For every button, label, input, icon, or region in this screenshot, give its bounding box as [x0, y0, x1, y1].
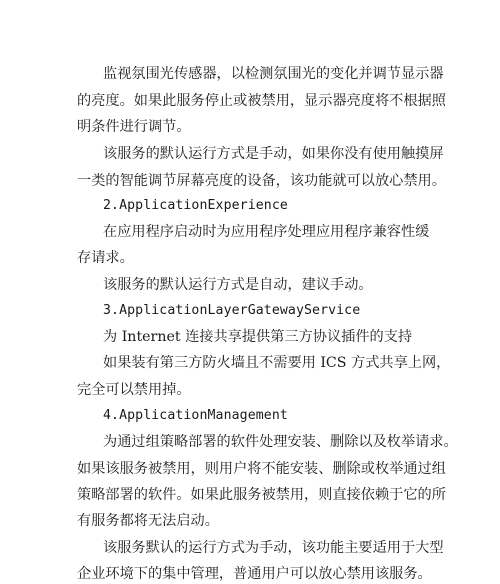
paragraph-line: 存请求。: [77, 250, 134, 266]
paragraph-line: 监视氛围光传感器，以检测氛围光的变化并调节显示器: [103, 66, 444, 82]
paragraph-line: 为通过组策略部署的软件处理安装、删除以及枚举请求。: [103, 434, 458, 450]
paragraph-line: 一类的智能调节屏幕亮度的设备，该功能就可以放心禁用。: [77, 173, 446, 189]
paragraph-line: 在应用程序启动时为应用程序处理应用程序兼容性缓: [103, 224, 430, 240]
paragraph-line: 该服务的默认运行方式是自动，建议手动。: [103, 277, 373, 293]
paragraph-line: 如果装有第三方防火墙且不需要用 ICS 方式共享上网，: [103, 355, 451, 371]
section-heading: 3.ApplicationLayerGatewayService: [103, 303, 361, 318]
paragraph-line: 该服务的默认运行方式是手动，如果你没有使用触摸屏: [103, 146, 444, 162]
paragraph-line: 的亮度。如果此服务停止或被禁用，显示器亮度将不根据照: [77, 93, 446, 109]
section-heading: 4.ApplicationManagement: [103, 408, 288, 423]
paragraph-line: 如果该服务被禁用，则用户将不能安装、删除或枚举通过组: [77, 461, 446, 477]
paragraph-line: 该服务默认的运行方式为手动，该功能主要适用于大型: [103, 540, 444, 556]
paragraph-line: 有服务都将无法启动。: [77, 513, 219, 529]
paragraph-line: 企业环境下的集中管理，普通用户可以放心禁用该服务。: [77, 566, 432, 582]
section-heading: 2.ApplicationExperience: [103, 198, 288, 213]
paragraph-line: 为 Internet 连接共享提供第三方协议插件的支持: [103, 329, 413, 345]
paragraph-line: 策略部署的软件。如果此服务被禁用，则直接依赖于它的所: [77, 487, 446, 503]
paragraph-line: 完全可以禁用掉。: [77, 382, 191, 398]
paragraph-line: 明条件进行调节。: [77, 119, 191, 135]
